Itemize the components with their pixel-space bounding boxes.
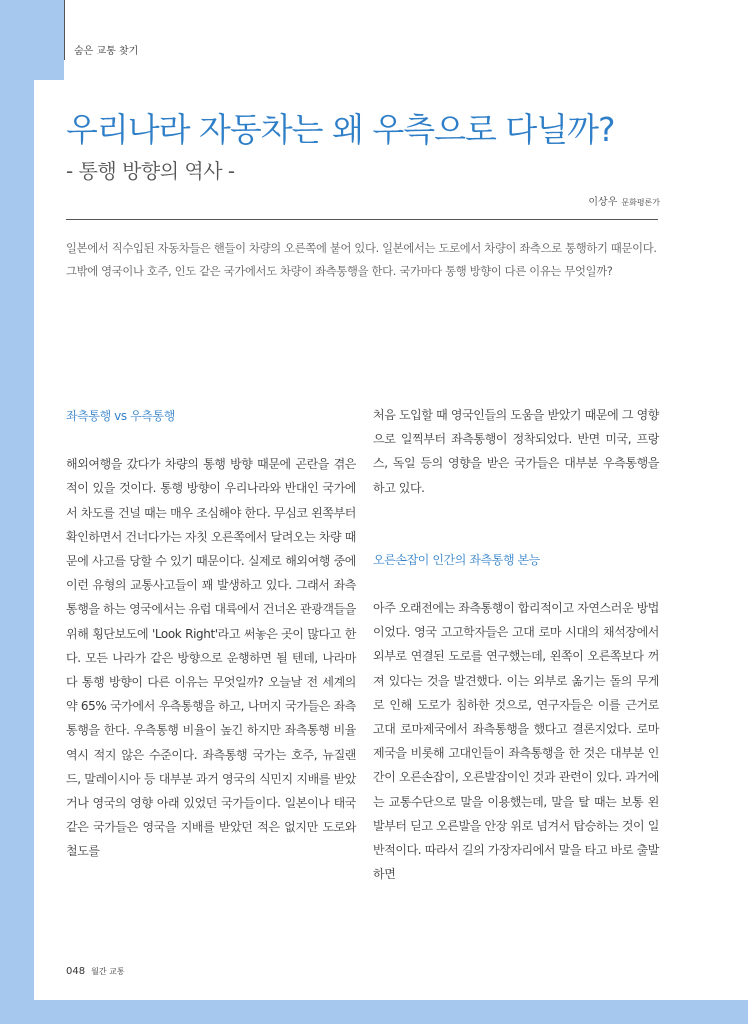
page-number: 048 [66, 966, 86, 977]
author-name: 이상우 [588, 197, 618, 208]
header-rule [64, 0, 65, 60]
author-role: 문화평론가 [621, 198, 660, 207]
right-column-body-1: 처음 도입할 때 영국인들의 도움을 받았기 때문에 그 영향으로 일찍부터 좌측통행이 정착되었다. 반면 미국, 프랑스, 독일 등의 영향을 받은 국가들은 대부분 우측통행을 하고 있다. [373, 408, 659, 495]
right-column [373, 403, 659, 886]
header-area [64, 0, 748, 80]
section-heading-left: 좌측통행 vs 우측통행 [66, 409, 175, 423]
left-column [66, 404, 356, 864]
right-column-body-2: 아주 오래전에는 좌측통행이 합리적이고 자연스러운 방법이었다. 영국 고고학자들은 고대 로마 시대의 채석장에서 외부로 연결된 도로를 연구했는데, 왼쪽이 오른쪽보다 꺼져 있다는 것을 발견했다. 이는 외부로 옮기는 돌의 무게로 인해 도로가 침하한 것으로, 연구자들은 이를 근거로 고대 로마제국에서 좌측통행을 했다고 결론지었다. 로마제국을 비롯해 고대인들이 좌측통행을 한 것은 대부분 인간이 오른손잡이, 오른발잡이인 것과 관련이 있다. 과거에는 교통수단으로 말을 이용했는데, 말을 탈 때는 보통 왼발부터 딛고 오른발을 안장 위로 넘겨서 탑승하는 것이 일반적이다. 따라서 길의 가장자리에서 말을 타고 바로 출발하면 [373, 601, 659, 882]
article-title: 우리나라 자동차는 왜 우측으로 다닐까? [66, 110, 615, 149]
title-divider [66, 219, 658, 220]
lead-paragraph: 일본에서 직수입된 자동차들은 핸들이 차량의 오른쪽에 붙어 있다. 일본에서는 도로에서 차량이 좌측으로 통행하기 때문이다. 그밖에 영국이나 호주, 인도 같은 국가에서도 차량이 좌측통행을 한다. 국가마다 통행 방향이 다른 이유는 무엇일까? [66, 242, 657, 278]
article-subtitle: - 통행 방향의 역사 - [66, 159, 235, 183]
left-column-body: 해외여행을 갔다가 차량의 통행 방향 때문에 곤란을 겪은 적이 있을 것이다. 통행 방향이 우리나라와 반대인 국가에서 차도를 건널 때는 매우 조심해야 한다. 무심코 왼쪽부터 확인하면서 건너다가는 자칫 오른쪽에서 달려오는 차량 때문에 사고를 당할 수 있기 때문이다. 실제로 해외여행 중에 이런 유형의 교통사고들이 꽤 발생하고 있다. 그래서 좌측통행을 하는 영국에서는 유럽 대륙에서 건너온 관광객들을 위해 횡단보도에 'Look Right'라고 써놓은 곳이 많다고 한다. 모든 나라가 같은 방향으로 운행하면 될 텐데, 나라마다 통행 방향이 다른 이유는 무엇일까? 오늘날 전 세계의 약 65% 국가에서 우측통행을 하고, 나머지 국가들은 좌측통행을 한다. 우측통행 비율이 높긴 하지만 좌측통행 비율 역시 적지 않은 수준이다. 좌측통행 국가는 호주, 뉴질랜드, 말레이시아 등 대부분 과거 영국의 식민지 지배를 받았거나 영국의 영향 아래 있었던 국가들이다. 일본이나 태국 같은 국가들은 영국을 지배를 받았던 적은 없지만 도로와 철도를 [66, 457, 356, 859]
author-byline [588, 193, 660, 208]
magazine-name: 월간 교통 [91, 967, 125, 976]
section-label: 숨은 교통 찾기 [74, 46, 139, 57]
left-color-band [0, 80, 34, 1000]
page-footer [66, 966, 125, 977]
section-heading-right: 오른손잡이 인간의 좌측통행 본능 [373, 552, 540, 567]
bottom-color-band [0, 1000, 748, 1024]
paragraph-gap [373, 524, 659, 548]
paragraph-gap [373, 500, 659, 524]
